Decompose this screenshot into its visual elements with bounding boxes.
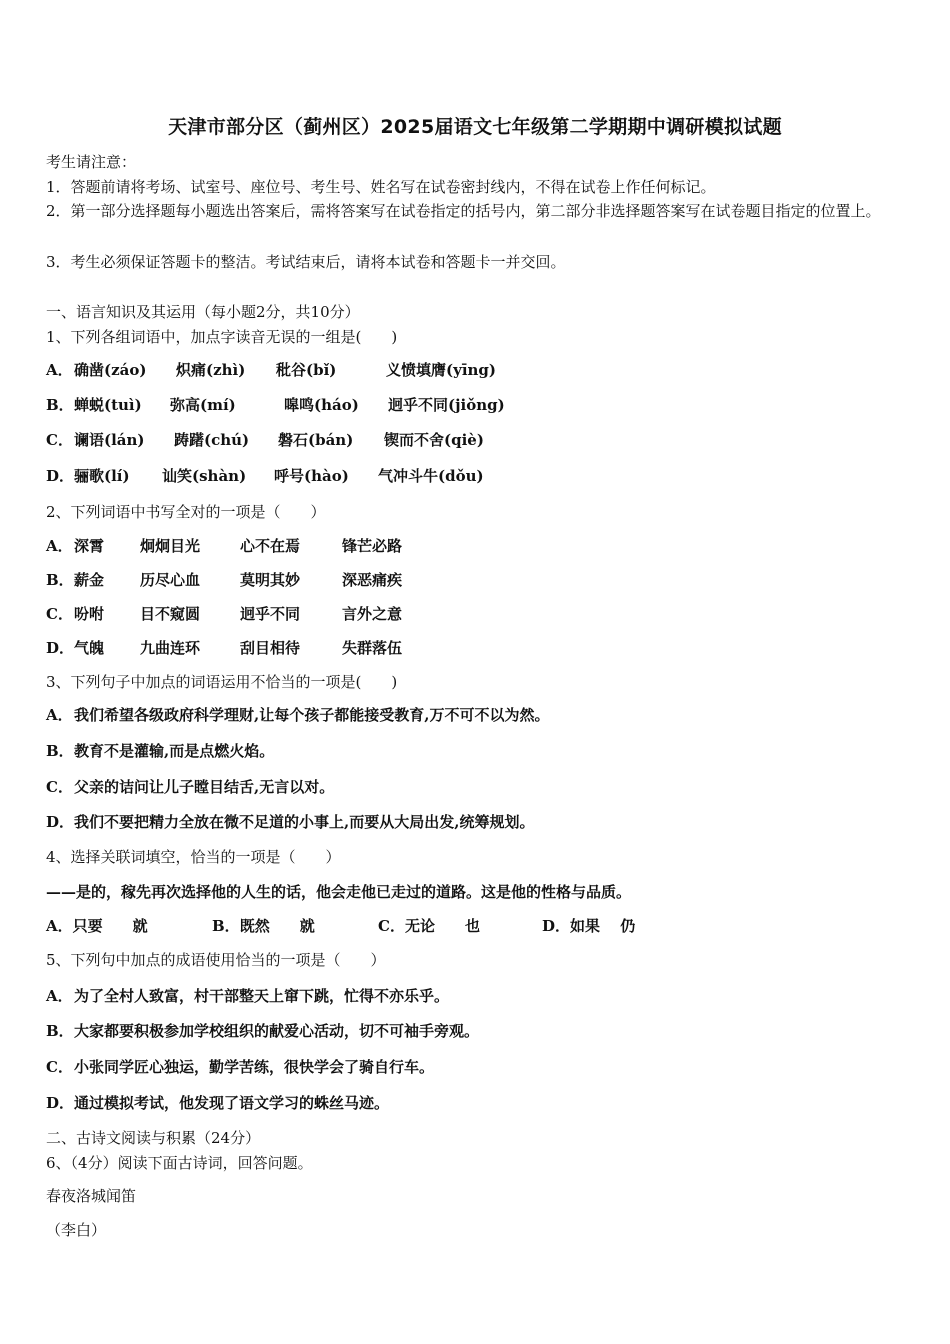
option-word: 气魄 xyxy=(74,639,105,657)
option-word: 炽痛(zhì) xyxy=(176,361,246,379)
option-word: 目不窥圆 xyxy=(140,605,201,623)
q4-option-b xyxy=(212,916,315,936)
option-word: 心不在焉 xyxy=(240,537,301,555)
q3-option-d xyxy=(46,812,534,832)
q5-option-a xyxy=(46,986,449,1006)
option-label: C． xyxy=(46,605,73,623)
option-label: C． xyxy=(46,778,73,796)
q4-sentence: ——是的，稼先再次选择他的人生的话，他会走他已走过的道路。这是他的性格与品质。 xyxy=(46,883,632,901)
option-word: 深恶痛疾 xyxy=(342,571,403,589)
q4-option-a xyxy=(46,916,148,936)
option-text: 我们不要把精力全放在微不足道的小事上,而要从大局出发,统筹规划。 xyxy=(74,813,535,831)
option-word: 踌躇(chú) xyxy=(174,431,250,449)
notice-heading: 考生请注意： xyxy=(46,153,137,171)
q1-option-b xyxy=(46,395,906,415)
option-label: C． xyxy=(378,917,405,935)
q1-option-a xyxy=(46,360,906,380)
option-label: A． xyxy=(46,361,73,379)
q3-option-c xyxy=(46,777,334,797)
q2-stem: 2、下列词语中书写全对的一项是（ ） xyxy=(46,503,326,521)
page-title: 天津市部分区（蓟州区）2025届语文七年级第二学期期中调研模拟试题 xyxy=(168,116,782,138)
option-text: 大家都要积极参加学校组织的献爱心活动，切不可袖手旁观。 xyxy=(74,1022,480,1040)
option-label: A． xyxy=(46,987,73,1005)
q2-option-b xyxy=(46,570,906,590)
option-text: 如果 仍 xyxy=(570,917,636,935)
notice-item-1: 1．答题前请将考场、试室号、座位号、考生号、姓名写在试卷密封线内，不得在试卷上作任何标记。 xyxy=(46,178,716,196)
option-word: 言外之意 xyxy=(342,605,403,623)
q6-stem: 6、（4分）阅读下面古诗词，回答问题。 xyxy=(46,1154,313,1172)
option-text: 小张同学匠心独运，勤学苦练，很快学会了骑自行车。 xyxy=(74,1058,435,1076)
q5-option-d xyxy=(46,1093,389,1113)
option-label: D． xyxy=(46,639,75,657)
option-word: 嗥鸣(háo) xyxy=(284,396,359,414)
option-word: 谰语(lán) xyxy=(74,431,145,449)
poem-title: 春夜洛城闻笛 xyxy=(46,1187,137,1205)
option-label: D． xyxy=(46,467,75,485)
q1-option-c xyxy=(46,430,906,450)
option-text: 既然 就 xyxy=(239,917,315,935)
option-label: C． xyxy=(46,431,73,449)
option-text: 为了全村人致富，村干部整天上窜下跳，忙得不亦乐乎。 xyxy=(74,987,450,1005)
option-word: 确凿(záo) xyxy=(74,361,147,379)
option-label: D． xyxy=(46,813,75,831)
option-text: 只要 就 xyxy=(72,917,148,935)
option-text: 我们希望各级政府科学理财,让每个孩子都能接受教育,万不可不以为然。 xyxy=(74,706,550,724)
option-label: D． xyxy=(46,1094,75,1112)
option-label: B． xyxy=(46,742,74,760)
option-word: 蝉蜕(tuì) xyxy=(74,396,142,414)
option-word: 讪笑(shàn) xyxy=(162,467,247,485)
section2-heading: 二、古诗文阅读与积累（24分） xyxy=(46,1129,261,1147)
q2-option-d xyxy=(46,638,906,658)
option-word: 莫明其妙 xyxy=(240,571,301,589)
q3-stem: 3、下列句子中加点的词语运用不恰当的一项是( ) xyxy=(46,673,398,691)
option-label: B． xyxy=(46,396,74,414)
section1-heading: 一、语言知识及其运用（每小题2分，共10分） xyxy=(46,303,360,321)
option-label: A． xyxy=(46,917,73,935)
option-word: 炯炯目光 xyxy=(140,537,201,555)
q1-option-d xyxy=(46,466,906,486)
option-word: 骊歌(lí) xyxy=(74,467,130,485)
option-text: 教育不是灌输,而是点燃火焰。 xyxy=(74,742,275,760)
option-word: 深霄 xyxy=(74,537,105,555)
q3-option-a xyxy=(46,705,549,725)
option-text: 无论 也 xyxy=(404,917,480,935)
q2-option-c xyxy=(46,604,906,624)
option-label: B． xyxy=(46,1022,74,1040)
option-word: 锋芒必路 xyxy=(342,537,403,555)
q2-option-a xyxy=(46,536,906,556)
option-word: 失群落伍 xyxy=(342,639,403,657)
q4-option-d xyxy=(542,916,635,936)
q1-stem: 1、下列各组词语中，加点字读音无误的一组是( ) xyxy=(46,328,398,346)
option-label: A． xyxy=(46,537,73,555)
q3-option-b xyxy=(46,741,274,761)
q4-option-c xyxy=(378,916,480,936)
option-word: 弥高(mí) xyxy=(170,396,236,414)
notice-item-3: 3．考生必须保证答题卡的整洁。考试结束后，请将本试卷和答题卡一并交回。 xyxy=(46,253,566,271)
option-word: 薪金 xyxy=(74,571,105,589)
q5-option-c xyxy=(46,1057,434,1077)
notice-item-2: 2．第一部分选择题每小题选出答案后，需将答案写在试卷指定的括号内，第二部分非选择题答案写在试卷题目指定的位置上。 xyxy=(46,202,881,220)
option-label: D． xyxy=(542,917,571,935)
poem-author: （李白） xyxy=(46,1221,107,1239)
option-word: 历尽心血 xyxy=(140,571,201,589)
option-word: 磐石(bán) xyxy=(278,431,354,449)
option-word: 锲而不舍(qiè) xyxy=(384,431,484,449)
option-label: B． xyxy=(46,571,74,589)
option-word: 义愤填膺(yīng) xyxy=(386,361,497,379)
option-label: A． xyxy=(46,706,73,724)
option-text: 父亲的诘问让儿子瞠目结舌,无言以对。 xyxy=(74,778,335,796)
option-word: 迥乎不同 xyxy=(240,605,301,623)
option-word: 吩咐 xyxy=(74,605,105,623)
option-word: 刮目相待 xyxy=(240,639,301,657)
option-text: 通过模拟考试，他发现了语文学习的蛛丝马迹。 xyxy=(74,1094,390,1112)
option-word: 九曲连环 xyxy=(140,639,201,657)
option-label: B． xyxy=(212,917,240,935)
option-word: 呼号(hào) xyxy=(274,467,349,485)
option-word: 气冲斗牛(dǒu) xyxy=(378,467,484,485)
option-word: 迥乎不同(jiǒng) xyxy=(388,396,505,414)
q5-option-b xyxy=(46,1021,479,1041)
option-label: C． xyxy=(46,1058,73,1076)
q4-stem: 4、选择关联词填空，恰当的一项是（ ） xyxy=(46,848,341,866)
q5-stem: 5、下列句中加点的成语使用恰当的一项是（ ） xyxy=(46,951,386,969)
option-word: 秕谷(bǐ) xyxy=(276,361,337,379)
